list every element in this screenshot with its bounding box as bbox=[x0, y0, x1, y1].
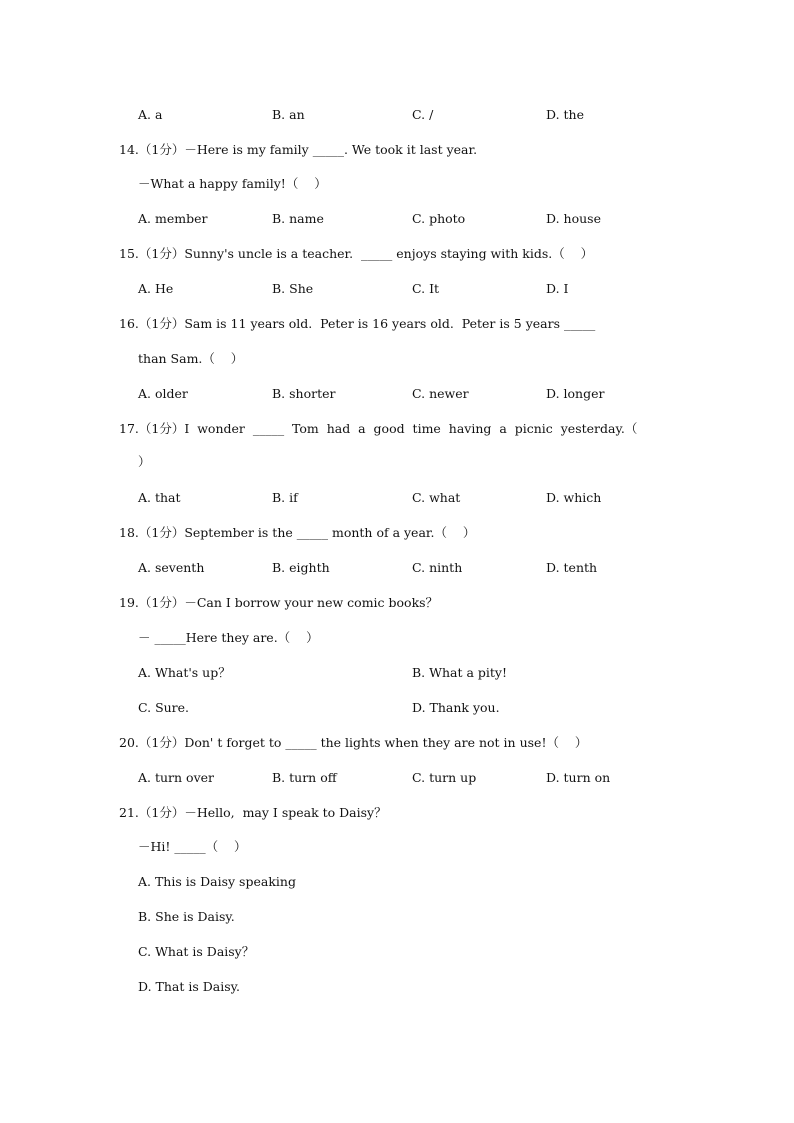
q13-option-b[interactable]: B. an bbox=[272, 107, 305, 122]
q19-option-a[interactable]: A. What's up？ bbox=[138, 665, 231, 680]
q21-option-d[interactable]: D. That is Daisy. bbox=[138, 979, 241, 994]
q20-option-c[interactable]: C. turn up bbox=[412, 770, 477, 785]
q21-option-b[interactable]: B. She is Daisy. bbox=[138, 909, 235, 924]
q18-option-b[interactable]: B. eighth bbox=[272, 560, 330, 575]
q15-option-a[interactable]: A. He bbox=[138, 281, 174, 296]
q20-option-a[interactable]: A. turn over bbox=[138, 770, 215, 785]
q16-option-d[interactable]: D. longer bbox=[546, 386, 605, 401]
q15-option-b[interactable]: B. She bbox=[272, 281, 314, 296]
q14-option-a[interactable]: A. member bbox=[138, 211, 208, 226]
q18-option-d[interactable]: D. tenth bbox=[546, 560, 598, 575]
q13-option-a[interactable]: A. a bbox=[138, 107, 163, 122]
q14-option-b[interactable]: B. name bbox=[272, 211, 324, 226]
q16-option-a[interactable]: A. older bbox=[138, 386, 188, 401]
q17-option-c[interactable]: C. what bbox=[412, 490, 461, 505]
q20-option-b[interactable]: B. turn off bbox=[272, 770, 337, 785]
q21-stem: 21.（1分）－Hello, may I speak to Daisy？ bbox=[119, 805, 387, 820]
q19-stem-continued: － _____Here they are.（ ） bbox=[138, 630, 319, 645]
q19-option-b[interactable]: B. What a pity! bbox=[412, 665, 508, 680]
q13-option-d[interactable]: D. the bbox=[546, 107, 584, 122]
q15-option-d[interactable]: D. I bbox=[546, 281, 569, 296]
q21-option-a[interactable]: A. This is Daisy speaking bbox=[138, 874, 296, 889]
q19-stem: 19.（1分）－Can I borrow your new comic books？ bbox=[119, 595, 439, 610]
q16-option-c[interactable]: C. newer bbox=[412, 386, 469, 401]
q18-option-c[interactable]: C. ninth bbox=[412, 560, 463, 575]
q13-option-c[interactable]: C. / bbox=[412, 107, 434, 122]
q17-option-d[interactable]: D. which bbox=[546, 490, 602, 505]
q14-option-d[interactable]: D. house bbox=[546, 211, 601, 226]
q18-stem: 18.（1分）September is the _____ month of a year.（ ） bbox=[119, 525, 476, 540]
q15-stem: 15.（1分）Sunny's uncle is a teacher. _____ enjoys staying with kids.（ ） bbox=[119, 246, 594, 261]
q18-option-a[interactable]: A. seventh bbox=[138, 560, 205, 575]
q16-stem: 16.（1分）Sam is 11 years old. Peter is 16 years old. Peter is 5 years _____ bbox=[119, 316, 596, 331]
q16-stem-continued: than Sam.（ ） bbox=[138, 351, 244, 366]
q17-option-b[interactable]: B. if bbox=[272, 490, 298, 505]
q17-option-a[interactable]: A. that bbox=[138, 490, 181, 505]
q14-option-c[interactable]: C. photo bbox=[412, 211, 466, 226]
q21-stem-continued: －Hi! _____（ ） bbox=[138, 839, 247, 854]
q14-stem-continued: －What a happy family!（ ） bbox=[138, 176, 327, 191]
q15-option-c[interactable]: C. It bbox=[412, 281, 440, 296]
q19-option-d[interactable]: D. Thank you. bbox=[412, 700, 500, 715]
q20-stem: 20.（1分）Don' t forget to _____ the lights when they are not in use!（ ） bbox=[119, 735, 588, 750]
q17-stem: 17.（1分）I wonder _____ Tom had a good time having a picnic yesterday.（ bbox=[119, 421, 638, 436]
q14-stem: 14.（1分）－Here is my family _____. We took it last year. bbox=[119, 142, 478, 157]
q20-option-d[interactable]: D. turn on bbox=[546, 770, 611, 785]
q19-option-c[interactable]: C. Sure. bbox=[138, 700, 190, 715]
q17-stem-continued: ） bbox=[138, 454, 151, 469]
q21-option-c[interactable]: C. What is Daisy？ bbox=[138, 944, 255, 959]
q16-option-b[interactable]: B. shorter bbox=[272, 386, 336, 401]
